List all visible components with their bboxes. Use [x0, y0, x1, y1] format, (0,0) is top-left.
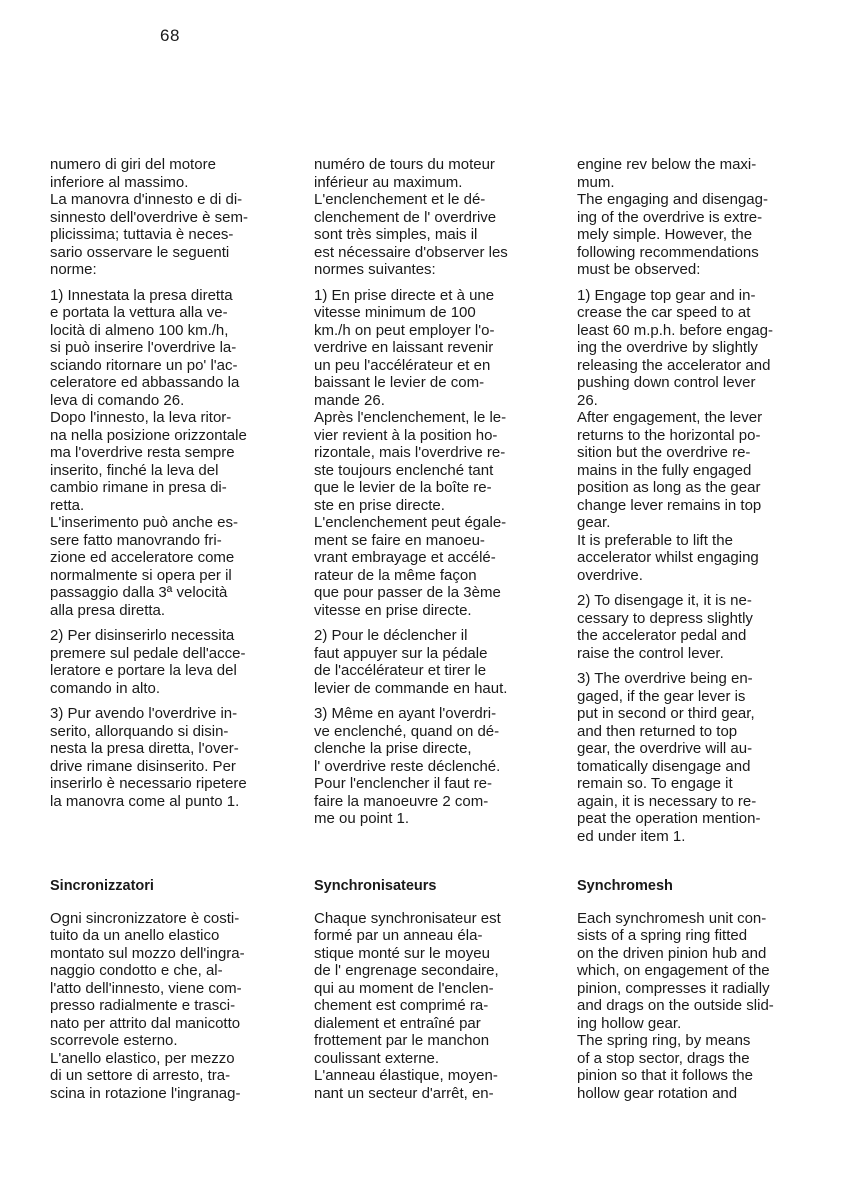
english-section	[577, 878, 817, 1102]
page-number: 68	[160, 26, 180, 45]
italian-paragraph: 1) Innestata la presa diretta e portata la vettura alla ve- locità di almeno 100 km./h, si può inserire l'overdrive la- sciando ritornare un po' l'ac- celeratore ed abbassando la leva di comando 26. Dopo l'innesto, la leva ritor- na nella posizione orizzontale ma l'overdrive resta sempre inserito, finché la leva del cambio rimane in presa di- retta. L'inserimento può anche es- sere fatto manovrando fri- zione ed acceleratore come normalmente si opera per il passaggio dalla 3ª velocità alla presa diretta.	[50, 286, 247, 619]
french-section-text: Chaque synchronisateur est formé par un anneau éla- stique monté sur le moyeu de l' engrenage secondaire, qui au moment de l'enclen- chement est comprimé ra- dialement et entraîné par frottement par le manchon coulissant externe. L'anneau élastique, moyen- nant un secteur d'arrêt, en-	[314, 909, 501, 1102]
italian-column	[50, 156, 290, 818]
french-paragraph: 2) Pour le déclencher il faut appuyer sur la pédale de l'accélérateur et tirer le levier de commande en haut.	[314, 627, 508, 697]
italian-section-text: Ogni sincronizzatore è costi- tuito da un anello elastico montato sul mozzo dell'ingra- naggio condotto e che, al- l'atto dell'innesto, viene com- presso radialmente e trasci- nato per attrito dal manicotto scorrevole esterno. L'anello elastico, per mezzo di un settore di arresto, tra- scina in rotazione l'ingranag-	[50, 909, 245, 1102]
english-paragraph: 3) The overdrive being en- gaged, if the gear lever is put in second or third gear, and then returned to top gear, the overdrive will au- tomatically disengage and remain so. To engage it again, it is necessary to re- peat the operation mention- ed under item 1.	[577, 670, 761, 845]
italian-paragraph: numero di giri del motore inferiore al massimo. La manovra d'innesto e di di- sinnesto dell'overdrive è sem- plicissima; tuttavia è neces- sario osservare le seguenti norme:	[50, 156, 248, 278]
english-paragraph: engine rev below the maxi- mum. The engaging and disengag- ing of the overdrive is extre- mely simple. However, the following recommendations must be observed:	[577, 156, 768, 278]
french-section	[314, 878, 554, 1102]
french-paragraph: numéro de tours du moteur inférieur au maximum. L'enclenchement et le dé- clenchement de l' overdrive sont très simples, mais il est nécessaire d'observer les normes suivantes:	[314, 156, 508, 278]
english-paragraph: 2) To disengage it, it is ne- cessary to depress slightly the accelerator pedal and raise the control lever.	[577, 592, 753, 662]
italian-paragraph: 2) Per disinserirlo necessita premere sul pedale dell'acce- leratore e portare la leva del comando in alto.	[50, 627, 246, 697]
italian-paragraph: 3) Pur avendo l'overdrive in- serito, allorquando si disin- nesta la presa diretta, l'over- drive rimane disinserito. Per inserirlo è necessario ripetere la manovra come al punto 1.	[50, 705, 247, 810]
french-section-title: Synchronisateurs	[314, 878, 437, 894]
italian-section	[50, 878, 290, 1102]
english-paragraph: 1) Engage top gear and in- crease the car speed to at least 60 m.p.h. before engag- ing the overdrive by slightly releasing the accelerator and pushing down control lever 26. After engagement, the lever returns to the horizontal po- sition but the overdrive re- mains in the fully engaged position as long as the gear change lever remains in top gear. It is preferable to lift the accelerator whilst engaging overdrive.	[577, 286, 773, 584]
english-column	[577, 156, 817, 853]
english-section-text: Each synchromesh unit con- sists of a spring ring fitted on the driven pinion hub and which, on engagement of the pinion, compresses it radially and drags on the outside slid- ing hollow gear. The spring ring, by means of a stop sector, drags the pinion so that it follows the hollow gear rotation and	[577, 909, 774, 1102]
italian-section-title: Sincronizzatori	[50, 878, 154, 894]
french-column	[314, 156, 554, 836]
english-section-title: Synchromesh	[577, 878, 673, 894]
french-paragraph: 1) En prise directe et à une vitesse minimum de 100 km./h on peut employer l'o- verdrive en laissant revenir un peu l'accélérateur et en baissant le levier de com- mande 26. Après l'enclenchement, le le- vier revient à la position ho- rizontale, mais l'overdrive re- ste toujours enclenché tant que le levier de la boîte re- ste en prise directe. L'enclenchement peut égale- ment se faire en manoeu- vrant embrayage et accélé- rateur de la même façon que pour passer de la 3ème vitesse en prise directe.	[314, 286, 507, 619]
french-paragraph: 3) Même en ayant l'overdri- ve enclenché, quand on dé- clenche la prise directe, l' overdrive reste déclenché. Pour l'enclencher il faut re- faire la manoeuvre 2 com- me ou point 1.	[314, 705, 501, 827]
